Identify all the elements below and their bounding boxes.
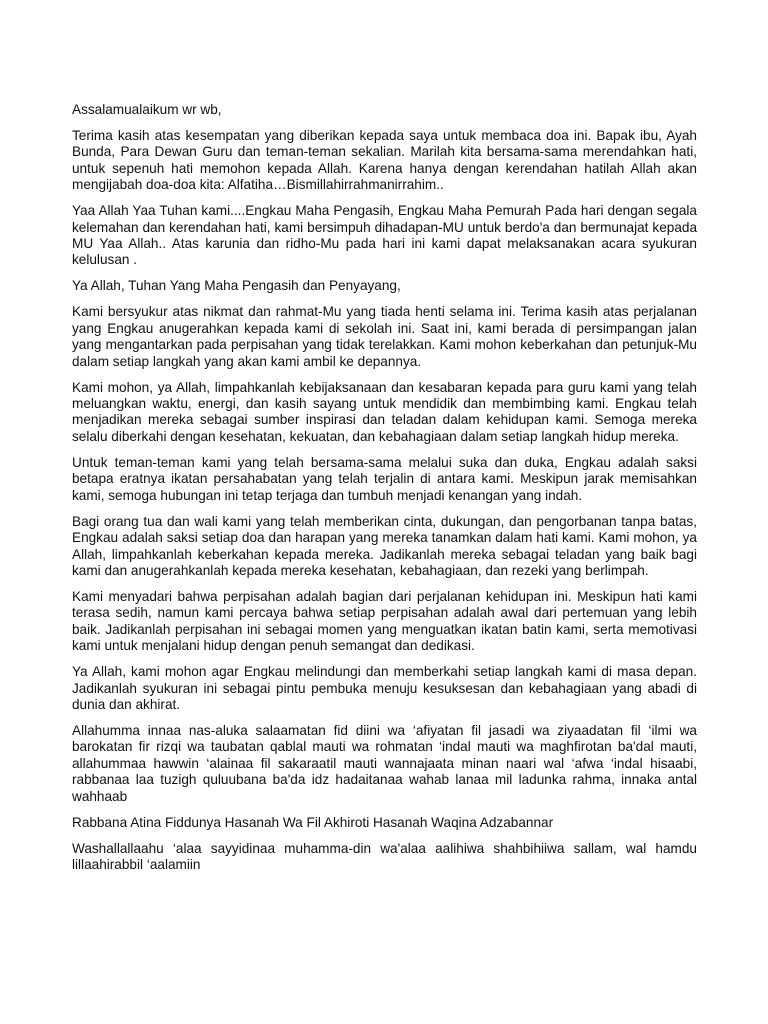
closing-paragraph: Washallallaahu ‘alaa sayyidinaa muhamma-din wa'alaa aalihiwa shahbihiiwa sallam, wal hamdu lillaahirabbil ‘aalamiin (72, 840, 697, 872)
farewell-paragraph: Kami menyadari bahwa perpisahan adalah bagian dari perjalanan kehidupan ini. Meskipun hati kami terasa sedih, namun kami percaya bahwa setiap perpisahan adalah awal dari pertemuan yang lebih baik. Jadikanlah perpisahan ini sebagai momen yang menguatkan ikatan batin kami, serta memotivasi kami untuk menjalani hidup dengan penuh semangat dan dedikasi. (72, 588, 697, 654)
arabic-prayer-paragraph: Allahumma innaa nas-aluka salaamatan fid diini wa ‘afiyatan fil jasadi wa ziyaadatan fil ‘ilmi wa barokatan fir rizqi wa taubatan qablal mauti wa rohmatan ‘indal mauti wa maghfirotan ba'dal mauti, allahummaa hawwin ‘alainaa fil sakaraatil mauti wannajaata minan naari wal ‘afwa ‘indal hisaabi, rabbanaa laa tuzigh quluubana ba'da idz hadaitanaa wahab lanaa mil ladunka rahma, innaka antal wahhaab (72, 722, 697, 804)
gratitude-paragraph: Kami bersyukur atas nikmat dan rahmat-Mu yang tiada henti selama ini. Terima kasih atas perjalanan yang Engkau anugerahkan kepada kami di sekolah ini. Saat ini, kami berada di persimpangan jalan yang mengantarkan pada perpisahan yang tidak terelakkan. Kami mohon keberkahan dan petunjuk-Mu dalam setiap langkah yang akan kami ambil ke depannya. (72, 304, 697, 369)
friends-paragraph: Untuk teman-teman kami yang telah bersama-sama melalui suka dan duka, Engkau adalah saksi betapa eratnya ikatan persahabatan yang telah terjalin di antara kami. Meskipun jarak memisahkan kami, semoga hubungan ini tetap terjaga dan tumbuh menjadi kenangan yang indah. (72, 454, 697, 503)
rabbana-paragraph: Rabbana Atina Fiddunya Hasanah Wa Fil Akhiroti Hasanah Waqina Adzabannar (72, 814, 554, 830)
address-paragraph: Ya Allah, Tuhan Yang Maha Pengasih dan Penyayang, (72, 278, 401, 294)
document-page (72, 102, 697, 883)
protection-paragraph: Ya Allah, kami mohon agar Engkau melindungi dan memberkahi setiap langkah kami di masa depan. Jadikanlah syukuran ini sebagai pintu pembuka menuju kesuksesan dan kebahagiaan yang abadi di dunia dan akhirat. (72, 664, 697, 712)
teachers-paragraph: Kami mohon, ya Allah, limpahkanlah kebijaksanaan dan kesabaran kepada para guru kami yang telah meluangkan waktu, energi, dan kasih sayang untuk mendidik dan membimbing kami. Engkau telah menjadikan mereka sebagai sumber inspirasi dan teladan dalam kehidupan kami. Semoga mereka selalu diberkahi dengan kesehatan, kekuatan, dan kebahagiaan dalam setiap langkah hidup mereka. (72, 379, 697, 444)
parents-paragraph: Bagi orang tua dan wali kami yang telah memberikan cinta, dukungan, dan pengorbanan tanpa batas, Engkau adalah saksi setiap doa dan harapan yang mereka tanamkan dalam hati kami. Kami mohon, ya Allah, limpahkanlah keberkahan kepada mereka. Jadikanlah mereka sebagai teladan yang baik bagi kami dan anugerahkanlah kepada mereka kesehatan, kebahagiaan, dan rezeki yang berlimpah. (72, 513, 697, 578)
greeting-paragraph: Assalamualaikum wr wb, (72, 102, 222, 117)
opening-paragraph: Terima kasih atas kesempatan yang diberikan kepada saya untuk membaca doa ini. Bapak ibu, Ayah Bunda, Para Dewan Guru dan teman-teman sekalian. Marilah kita bersama-sama merendahkan hati, untuk sepenuh hati memohon kepada Allah. Karena hanya dengan kerendahan hatilah Allah akan mengijabah doa-doa kita: Alfatiha…Bismillahirrahmanirrahim.. (72, 128, 697, 193)
invocation-paragraph: Yaa Allah Yaa Tuhan kami....Engkau Maha Pengasih, Engkau Maha Pemurah Pada hari dengan segala kelemahan dan kerendahan hati, kami bersimpuh dihadapan-MU untuk berdo'a dan bermunajat kepada MU Yaa Allah.. Atas karunia dan ridho-Mu pada hari ini kami dapat melaksanakan acara syukuran kelulusan . (72, 203, 697, 268)
